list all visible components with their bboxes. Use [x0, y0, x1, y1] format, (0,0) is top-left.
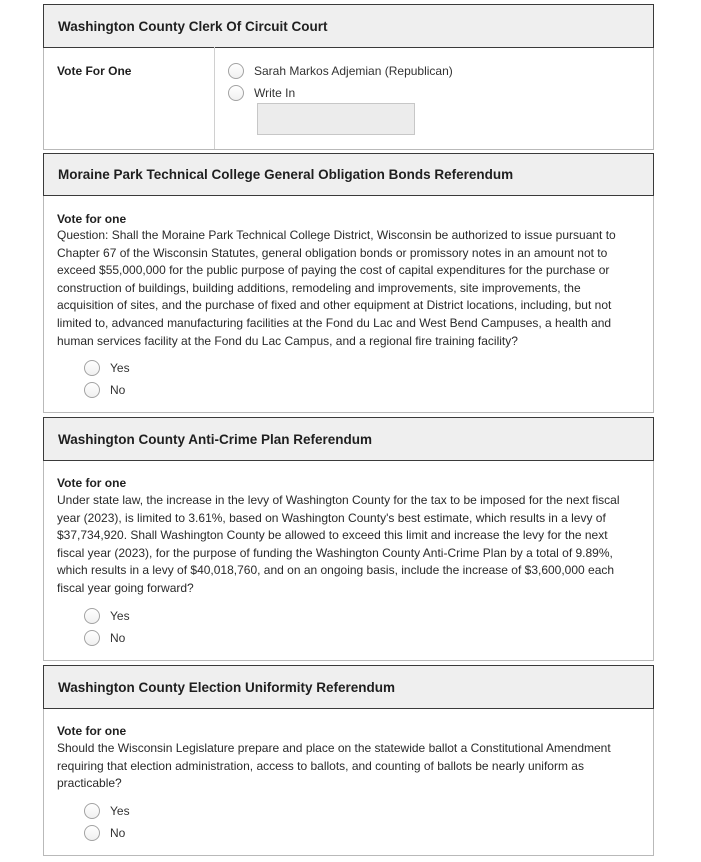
question-line: acquisition of sites, and the purchase of fixed and other equipment at District locations, including, but not [57, 298, 612, 313]
contest-moraine-park-bonds [43, 153, 654, 413]
option-yes[interactable] [84, 608, 130, 624]
question-line: Question: Shall the Moraine Park Technical College District, Wisconsin be authorized to issue pursuant to [57, 228, 616, 242]
question-text [57, 227, 616, 350]
contest-title-text: Washington County Election Uniformity Referendum [58, 679, 396, 695]
radio-button[interactable] [228, 85, 244, 101]
radio-button[interactable] [84, 630, 100, 646]
option-no[interactable] [84, 382, 125, 398]
option-label: Yes [110, 804, 130, 818]
option-label: Yes [110, 361, 130, 375]
question-line: fiscal year (2023), for the purpose of funding the Washington County Anti-Crime Plan by a total of 9.89%, [57, 545, 613, 560]
option-no[interactable] [84, 825, 125, 841]
question-line: $37,734,920. Shall Washington County be allowed to exceed this limit and increase the levy for the next [57, 528, 608, 543]
option-label: No [110, 631, 126, 645]
vote-instruction: Vote for one [57, 212, 127, 226]
option-sarah-markos-adjemian[interactable] [228, 63, 453, 79]
contest-title-text: Washington County Anti-Crime Plan Referendum [58, 431, 373, 447]
radio-button[interactable] [228, 63, 244, 79]
contest-title [43, 153, 654, 196]
contest-title-text: Moraine Park Technical College General Obligation Bonds Referendum [58, 167, 514, 182]
question-line: practicable? [57, 776, 122, 791]
question-line: Under state law, the increase in the levy of Washington County for the tax to be imposed for the next fiscal [57, 493, 620, 507]
option-yes[interactable] [84, 360, 130, 376]
radio-button[interactable] [84, 825, 100, 841]
question-line: Chapter 67 of the Wisconsin Statutes, general obligation bonds or promissory notes in an amount not to [57, 245, 608, 260]
question-line: which results in a levy of $40,018,760, and on an ongoing basis, include the increase of $3,600,000 each [57, 563, 615, 578]
contest-election-uniformity [43, 665, 654, 856]
question-line: year (2023), is limited to 3.61%, based on Washington County's best estimate, which results in a levy of [57, 510, 606, 525]
question-line: human services facility at the Fond du Lac Campus, and a regional fire training facility? [57, 333, 518, 348]
question-text [57, 492, 620, 598]
option-label: No [110, 383, 126, 397]
question-line: requiring that election administration, access to ballots, and counting of ballots be nearly uniform as [57, 758, 584, 773]
contest-title-text: Washington County Clerk Of Circuit Court [58, 18, 328, 34]
option-label: No [110, 826, 126, 840]
radio-button[interactable] [84, 360, 100, 376]
radio-button[interactable] [84, 608, 100, 624]
radio-button[interactable] [84, 803, 100, 819]
contest-anti-crime-plan [43, 417, 654, 661]
contest-title [43, 417, 654, 461]
option-label: Sarah Markos Adjemian (Republican) [254, 64, 453, 78]
question-line: Should the Wisconsin Legislature prepare and place on the statewide ballot a Constitutional Amendment [57, 741, 611, 755]
option-label: Write In [254, 86, 296, 100]
option-write-in[interactable] [228, 85, 295, 101]
question-line: fiscal year going forward? [57, 580, 194, 595]
vote-instruction: Vote For One [57, 64, 132, 78]
vote-instruction: Vote for one [57, 724, 127, 738]
option-label: Yes [110, 609, 130, 623]
write-in-input[interactable] [257, 103, 415, 135]
radio-button[interactable] [84, 382, 100, 398]
option-no[interactable] [84, 630, 125, 646]
option-yes[interactable] [84, 803, 130, 819]
question-text [57, 740, 611, 793]
column-divider [214, 47, 215, 149]
contest-title [43, 665, 654, 709]
question-line: limited to, advanced manufacturing facilities at the Fond du Lac and West Bend Campuses, a health and [57, 315, 612, 330]
question-line: exceed $55,000,000 for the public purpose of paying the cost of capital expenditures for the purchase or [57, 263, 610, 278]
contest-clerk-of-circuit-court [43, 4, 654, 150]
contest-title [43, 4, 654, 48]
question-line: construction of buildings, building additions, remodeling and improvements, site improvements, the [57, 280, 581, 295]
vote-instruction: Vote for one [57, 476, 127, 490]
